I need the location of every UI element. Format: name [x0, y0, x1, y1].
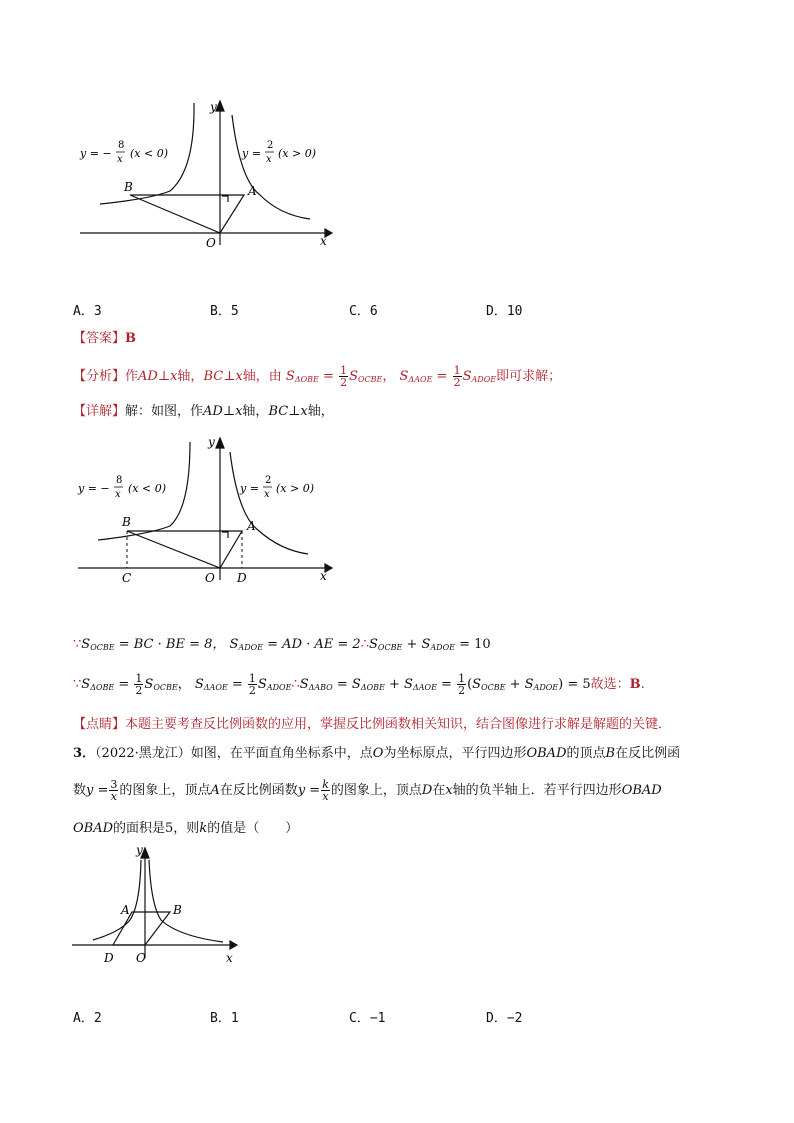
fig2-triangle: [127, 531, 242, 568]
answer-line: [73, 330, 136, 348]
figure-2-hyperbolas: [70, 430, 340, 590]
fig3-y-label: y: [136, 843, 143, 857]
q2-choice-b[interactable]: B．5: [210, 304, 239, 319]
fig2-point-a: A: [247, 519, 256, 533]
fig1-triangle: [130, 195, 244, 233]
so-select: 故选：: [590, 677, 630, 692]
fig1-eq-left-den: x: [117, 154, 123, 165]
fig1-eq-left-cond: (x < 0): [130, 147, 168, 160]
fig2-x-label: x: [320, 569, 327, 583]
analysis-half-2: $\frac{1}{2}$: [453, 364, 461, 389]
fig1-origin-label: O: [206, 236, 216, 250]
q3-choice-c[interactable]: C．−1: [349, 1011, 386, 1026]
comment-tag: 【点睛】: [73, 717, 126, 732]
fig1-y-label: y: [210, 100, 217, 114]
fig3-point-b: B: [173, 903, 182, 917]
svg-text:x: x: [115, 489, 121, 500]
fig3-curve-right: [149, 860, 223, 942]
fig3-origin-label: O: [136, 951, 146, 965]
fig3-point-a: A: [121, 903, 130, 917]
detail-line: 【详解】解：如图，作AD⊥x轴，BC⊥x轴，: [73, 404, 334, 419]
svg-text:8: 8: [116, 475, 123, 486]
svg-text:y =: y =: [240, 482, 259, 495]
fig1-point-a: A: [248, 184, 257, 198]
fig1-eq-left-num: 8: [118, 140, 125, 151]
svg-text:x: x: [264, 489, 270, 500]
svg-text:(x > 0): (x > 0): [276, 482, 314, 495]
analysis-half-1: $\frac{1}{2}$: [340, 364, 348, 389]
svg-text:2: 2: [265, 475, 272, 486]
q3-line-2: 数y = $\frac{3}{x}$ 的图象上，顶点A在反比例函数y = $\frac{k}{x}$ 的图象上，顶点D在x轴的负半轴上．若平行四边形OBAD: [73, 778, 662, 803]
fig2-origin-label: O: [205, 571, 215, 585]
q3-line-1: 3．（2022·黑龙江）如图，在平面直角坐标系中，点O为坐标原点，平行四边形OBAD的顶点B在反比例函: [73, 746, 681, 761]
solution-line-2: $\because S_{\Delta OBE}$ = $\frac{1}{2}$ $S_{OCBE}$， $S_{\Delta AOE}$ = $\frac{1}{2}$ $S_{ADOE}\therefore S_{\Delta ABO} = S_{\Delta OBE} + S_{\Delta AOE}$ = $\frac{1}{2}$ $(S_{OCBE} + S_{ADOE}) = 5$故选：B.: [73, 672, 645, 697]
figure-3-parallelogram: [68, 840, 248, 970]
fig2-point-d: D: [237, 571, 247, 585]
q2-choice-d[interactable]: D．10: [486, 304, 523, 319]
fig2-right-angle: [222, 532, 228, 538]
final-answer: B: [629, 677, 641, 692]
comment-text: 本题主要考查反比例函数的应用，掌握反比例函数相关知识，结合图像进行求解是解题的关键．: [125, 717, 672, 732]
q3-choice-d[interactable]: D．−2: [486, 1011, 523, 1026]
q3-choice-b[interactable]: B．1: [210, 1011, 239, 1026]
solution-line-1: $\because S_{OCBE}$ = BC · BE = 8， $S_{ADOE}$ = AD · AE = $2\therefore S_{OCBE} + S_{ADOE} = 10$: [73, 637, 491, 652]
figure-1-hyperbolas: [70, 95, 340, 255]
q3-choice-a[interactable]: A．2: [73, 1011, 102, 1026]
fig3-x-label: x: [226, 951, 233, 965]
fig2-point-c: C: [122, 571, 132, 585]
fig1-right-angle: [222, 196, 228, 202]
fig1-point-b: B: [124, 180, 133, 194]
fig1-curve-right: [232, 115, 310, 219]
fig1-y-arrow: [216, 101, 224, 111]
analysis-line: 【分析】作AD⊥x轴，BC⊥x轴，由 $S_{\Delta OBE}$ = $\frac{1}{2}$ $S_{OCBE}$， $S_{\Delta AOE}$ = $\frac{1}{2}$ $S_{ADOE}$即可求解；: [73, 364, 562, 389]
detail-tag: 【详解】: [73, 404, 126, 419]
fig1-eq-right-den: x: [266, 154, 272, 165]
fig1-eq-right: y =: [242, 147, 261, 160]
svg-text:(x < 0): (x < 0): [128, 482, 166, 495]
fig3-curve-left: [93, 860, 141, 940]
svg-text:y = −: y = −: [78, 482, 110, 495]
fig1-x-label: x: [320, 234, 327, 248]
answer-tag: 【答案】: [73, 331, 126, 346]
comment-line: [73, 716, 671, 734]
fig2-point-b: B: [122, 515, 131, 529]
fig1-eq-left: y = −: [80, 147, 112, 160]
q3-line-3: OBAD的面积是5，则k的值是（ ）: [73, 821, 299, 836]
q2-choice-a[interactable]: A．3: [73, 304, 102, 319]
fig1-eq-right-cond: (x > 0): [278, 147, 316, 160]
q2-choice-c[interactable]: C．6: [349, 304, 378, 319]
fig3-point-d: D: [104, 951, 114, 965]
analysis-tag: 【分析】: [73, 369, 126, 384]
answer-value: B: [125, 331, 137, 346]
fig2-y-label: y: [208, 435, 215, 449]
fig1-eq-right-num: 2: [267, 140, 274, 151]
